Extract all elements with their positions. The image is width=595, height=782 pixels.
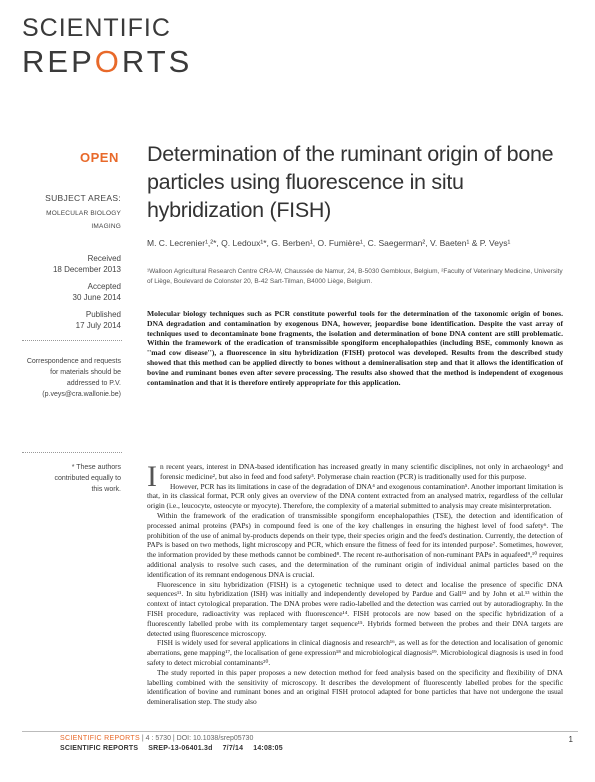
logo-part-o: O bbox=[94, 44, 122, 79]
footer-divider bbox=[22, 731, 578, 732]
sidebar-divider bbox=[22, 452, 122, 453]
production-date: 7/7/14 bbox=[222, 745, 244, 752]
accepted-date: 30 June 2014 bbox=[72, 293, 121, 302]
abstract: Molecular biology techniques such as PCR constitute powerful tools for the determination of the taxonomic origin of bones. DNA degradation and contamination by exogenous DNA, however, jeopardise bone identification. Despite the vast array of techniques used to decontaminate bone fragments, the isolation and determination of bone DNA content are still problematic. Within the framework of the eradication of transmissible spongiform encephalopathies (including BSE, commonly known as ''mad cow disease''), a fluorescence in situ hybridization (FISH) protocol was developed. Results from the described study showed that this method can be applied directly to bones without a demineralisation step and that it allows the identification of bovine and ruminant bones even after severe processing. The results also showed that the method is independent of exogenous contamination and that it is therefore entirely appropriate for this application. bbox=[147, 309, 563, 387]
journal-logo-line2 bbox=[22, 44, 192, 80]
page-number: 1 bbox=[568, 735, 573, 744]
affiliations: ¹Walloon Agricultural Research Centre CRA-W, Chaussée de Namur, 24, B-5030 Gembloux, Belgium, ²Faculty of Veterinary Medicine, University of Liège, Boulevard de Colonster 20, B-42 Sart-Tilman, B4000 Liège, Belgium. bbox=[147, 268, 563, 285]
journal-logo-line1: SCIENTIFIC bbox=[22, 14, 171, 42]
subject-areas-heading: SUBJECT AREAS: bbox=[45, 193, 121, 203]
body-paragraph: The study reported in this paper proposes a new detection method for feed analysis based on the specificity and flexibility of DNA labelling combined with the sensitivity of microscopy. It describes the development of fluorescently labelled probes for the specific identification of bovine and ruminant bones and an original FISH protocol adapted for bone particles that have not undergone the usual demineralisation step. The study also bbox=[147, 667, 563, 707]
body-paragraph bbox=[147, 460, 563, 493]
footer-journal-name: SCIENTIFIC REPORTS bbox=[60, 735, 140, 742]
article-title: Determination of the ruminant origin of bone particles using fluorescence in situ hybridization (FISH) bbox=[147, 142, 554, 222]
article-body bbox=[147, 462, 563, 707]
production-time: 14:08:05 bbox=[253, 745, 283, 752]
published-label: Published bbox=[85, 310, 121, 319]
paragraph-text: n recent years, interest in DNA-based identification has increased greatly in many scientific disciplines, not only in archaeology¹ and forensic medicine², but also in feed and food safety³. Polymerase chain reaction (PCR) is traditionally used for this purpose. bbox=[160, 462, 563, 481]
footer-citation-text[interactable]: | 4 : 5730 | DOI: 10.1038/srep05730 bbox=[141, 735, 254, 742]
correspondence-note[interactable]: Correspondence and requests for materials should be addressed to P.V. (p.veys@cra.wallonie.be) bbox=[26, 358, 121, 398]
production-line bbox=[60, 745, 293, 752]
author-list: M. C. Lecrenier¹,²*, Q. Ledoux¹*, G. Berben¹, O. Fumière¹, C. Saegerman², V. Baeten¹ & P. Veys¹ bbox=[147, 238, 511, 248]
production-journal: SCIENTIFIC REPORTS bbox=[60, 745, 139, 752]
subject-area-item[interactable]: IMAGING bbox=[91, 223, 121, 230]
equal-contribution-note: * These authors contributed equally to this work. bbox=[54, 464, 121, 493]
published-date: 17 July 2014 bbox=[75, 321, 121, 330]
received-label: Received bbox=[87, 254, 121, 263]
accepted-label: Accepted bbox=[87, 282, 121, 291]
body-paragraph: Fluorescence in situ hybridization (FISH) is a cytogenetic technique used to detect and localise the presence of specific DNA sequences¹¹. In situ hybridization (ISH) was initially and independently developed by Pardue and Gall¹² and by John et al.¹³ within the context of intact cytological preparation. The DNA probes were radio-labelled and the detection was carried out by autoradiography. In the FISH procedure, radioactivity was replaced with fluorescence¹⁴. FISH protocols are now based on the specific hybridization of a fluorescently labelled probe with its complementary target sequence¹⁵. Hybrids formed between the probes and their DNA targets are detected using fluorescence microscopy. bbox=[147, 579, 563, 638]
footer-citation bbox=[60, 735, 253, 742]
received-date: 18 December 2013 bbox=[52, 265, 121, 274]
body-paragraph: FISH is widely used for several applications in clinical diagnosis and research¹⁶, as well as for the detection and localisation of genomic aberrations, gene mapping¹⁷, the localisation of gene expression¹⁸ and microbiological diagnosis¹⁹. Microbiological diagnosis is used in food safety to detect microbial contaminants²⁰. bbox=[147, 638, 563, 667]
drop-cap: I bbox=[147, 460, 157, 493]
logo-part-rep: REP bbox=[22, 44, 95, 79]
logo-part-rts: RTS bbox=[121, 44, 193, 79]
body-paragraph: Within the framework of the eradication of transmissible spongiform encephalopathies (TSE), the detection and identification of processed animal proteins (PAPs) in compound feed is one of the key challenges in ensuring the highest level of food safety⁶. The prohibition of the use of animal by-products depends on their type, their species origin and the feed's destination. Currently, the detection of PAPs is based on two methods, light microscopy and PCR, which ensure the fitness of feed for its intended purpose⁷. Sometimes, however, the information provided by these methods cannot be combined⁸. The recent re-authorisation of non-ruminant PAPs in aquafeed⁹,¹⁰ requires additional analysis to resolve such cases, and the determination of the ruminant origin of individual animal particles based on the identification of its remnant endogenous DNA is crucial. bbox=[147, 510, 563, 579]
subject-area-item[interactable]: MOLECULAR BIOLOGY bbox=[46, 210, 121, 217]
sidebar-divider bbox=[22, 340, 122, 341]
body-paragraph: However, PCR has its limitations in case of the degradation of DNA⁴ and exogenous contamination⁵. Another important limitation is that, in its classical format, PCR only gives an overview of the DNA content extracted from an analysed matrix, regardless of the cellular origin (i.e., leucocyte, osteocyte or myocyte). Therefore, the complexity of a material submitted to analysis may create misinterpretation. bbox=[147, 481, 563, 511]
production-code: SREP-13-06401.3d bbox=[148, 745, 213, 752]
open-access-label: OPEN bbox=[80, 150, 119, 165]
